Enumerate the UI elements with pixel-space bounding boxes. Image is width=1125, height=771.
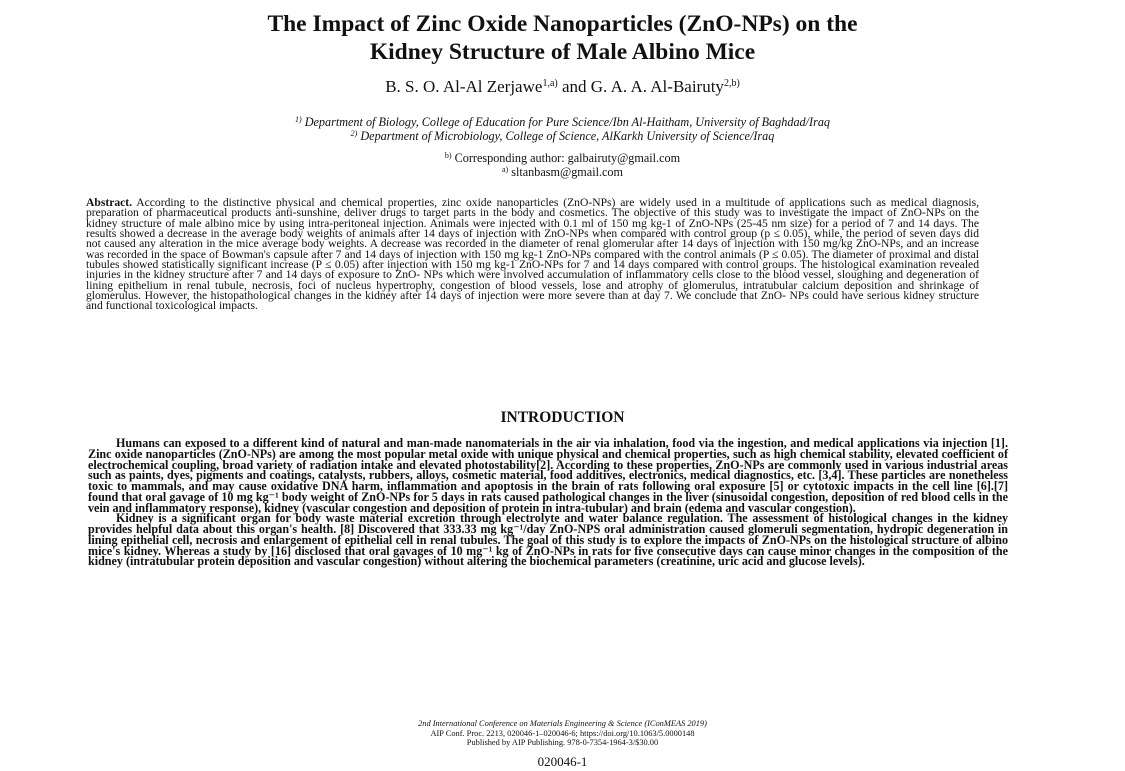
author-1-affil-mark: 1,a) — [542, 78, 558, 89]
corresponding-email-mark: b) — [444, 151, 452, 160]
page-footer — [40, 719, 1085, 748]
contact-emails — [40, 152, 1085, 179]
affiliation-1-mark: 1) — [294, 115, 302, 124]
title-line-2: Kidney Structure of Male Albino Mice — [369, 39, 756, 65]
second-email-mark: a) — [501, 164, 509, 174]
author-1-name: B. S. O. Al-Al Zerjawe — [385, 77, 543, 96]
footer-citation: AIP Conf. Proc. 2213, 020046-1–020046-6; https://doi.org/10.1063/5.0000148 — [430, 728, 695, 738]
title-line-1: The Impact of Zinc Oxide Nanoparticles (ZnO-NPs) on the — [267, 11, 858, 37]
introduction-paragraph-1: Humans can exposed to a different kind of natural and man-made nanomaterials in the air via inhalation, food via the ingestion, and medical applications via injection [1]. Zinc oxide nanoparticles (ZnO-NPs) are among the most popular metal oxide with unique physical and chemical properties, such as high chemical stability, elevated coefficient of electrochemical coupling, broad variety of radiation intake and elevated photostability[2]. According to these properties, ZnO-NPs are commonly used in various industrial areas such as paints, dyes, pigments and coatings, catalysts, rubbers, alloys, cosmetic material, food additives, electronics, medical diagnostics, etc. [3,4]. These particles are nonetheless toxic to mammals, and may cause oxidative DNA harm, inflammation and apoptosis in the brain of rats following oral exposure [5] or cytotoxic impacts in the cell line [6].[7] found that oral gavage of 10 mg kg⁻¹ body weight of ZnO-NPs for 5 days in rats caused pathological changes in the liver (sinusoidal congestion, deposition of red blood cells in the vein and inflammatory response), kidney (vascular congestion and deposition of protein in intra-tubular) and brain (edema and vascular congestion). — [88, 436, 1008, 515]
author-2-name: G. A. A. Al-Bairuty — [590, 77, 724, 96]
second-email — [40, 166, 1085, 180]
footer-conference: 2nd International Conference on Materials Engineering & Science (IConMEAS 2019) — [418, 719, 707, 728]
abstract-text: According to the distinctive physical and chemical properties, zinc oxide nanoparticles (ZnO-NPs) are widely used in a multitude of applications such as medical diagnosis, preparation of pharmaceutical products anti-sunshine, deliver drugs to target parts in the body and cosmetics. The objective of this study was to investigate the impact of ZnO-NPs on the kidney structure of male albino mice by using intra-peritoneal injection. Animals were injected with 0.1 ml of 150 mg kg-1 of ZnO-NPs (25-45 nm size) for a period of 7 and 14 days. The results showed a decrease in the average body weights of animals after 14 days of injection with ZnO-NPs when compared with control group (p ≤ 0.05), while, the period of seven days did not caused any alteration in the mice average body weights. A decrease was recorded in the diameter of renal glomerular after 14 days of injection with 150 mg/kg ZnO-NPs, and an increase was recorded in the space of Bowman's capsule after 7 and 14 days of injection with 150 mg kg-1 ZnO-NPs compared with the control animals (P ≤ 0.05). The diameter of proximal and distal tubules showed statistically significant increase (P ≤ 0.05) after injection with 150 mg kg-1 ZnO-NPs for 7 and 14 days compared with control groups. The histological examination revealed injuries in the kidney structure after 7 and 14 days of exposure to ZnO- NPs which were involved accumulation of inflammatory cells close to the blood vessel, sloughing and degeneration of lining epithelium in renal tubule, necrosis, foci of nucleus hypertrophy, congestion of blood vessels, lose and atrophy of glomerulus, intratubular calcium deposition and shrinkage of glomerulus. However, the histopathological changes in the kidney after 14 days of injection were more severe than at day 7. We conclude that ZnO- NPs could have serious kidney structure and functional toxicological impacts. — [86, 196, 979, 313]
corresponding-email-text: Corresponding author: galbairuty@gmail.com — [451, 151, 681, 165]
page-number: 020046-1 — [537, 754, 588, 769]
affiliation-2-text: Department of Microbiology, College of Science, AlKarkh University of Science/Iraq — [357, 128, 775, 143]
abstract — [86, 198, 979, 312]
introduction-body — [88, 438, 1008, 567]
section-heading-introduction: INTRODUCTION — [500, 409, 625, 426]
author-connector: and — [557, 77, 591, 96]
footer-publisher: Published by AIP Publishing. 978-0-7354-1964-3/$30.00 — [466, 738, 659, 748]
affiliations — [40, 116, 1085, 143]
introduction-paragraph-2: Kidney is a significant organ for body waste material excretion through electrolyte and water balance regulation. The assessment of histological changes in the kidney provides helpful data about this organ's health. [8] Discovered that 333.33 mg kg⁻¹/day ZnO-NPS oral administration caused glomeruli segmentation, hydropic degeneration in lining epithelial cell, necrosis and enlargement of epithelial cell in renal tubules. The goal of this study is to explore the impacts of ZnO-NPs on the histological structure of albino mice's kidney. Whereas a study by [16] disclosed that oral gavages of 10 mg⁻¹ kg of ZnO-NPs in rats for five consecutive days can cause minor changes in the composition of the kidney (intratubular protein deposition and vascular congestion) without altering the biochemical parameters (creatinine, uric acid and glucose levels). — [88, 511, 1008, 569]
abstract-label: Abstract. — [86, 196, 133, 209]
author-line — [40, 76, 1085, 98]
paper-title — [40, 10, 1085, 66]
affiliation-1-text: Department of Biology, College of Education for Pure Science/Ibn Al-Haitham, University of Baghdad/Iraq — [301, 115, 831, 129]
affiliation-2-mark: 2) — [350, 128, 358, 138]
second-email-text: sltanbasm@gmail.com — [508, 164, 624, 179]
author-2-affil-mark: 2,b) — [723, 78, 740, 89]
affiliation-1 — [40, 116, 1085, 130]
corresponding-email — [40, 152, 1085, 166]
affiliation-2 — [40, 130, 1085, 144]
